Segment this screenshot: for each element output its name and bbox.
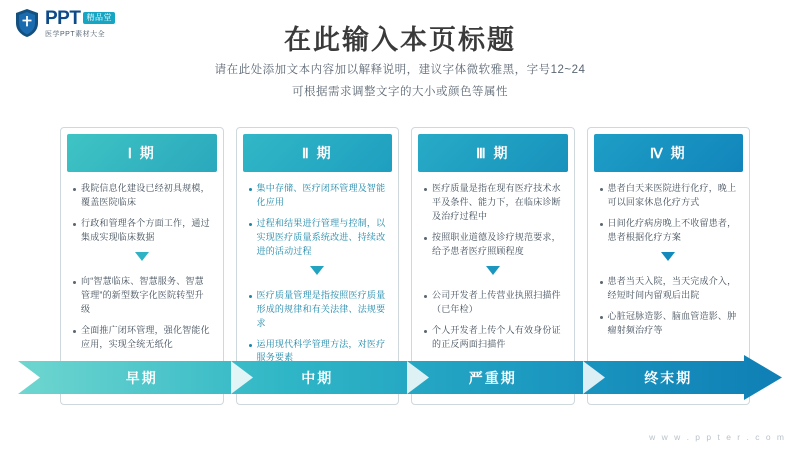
bullet-dot-icon bbox=[600, 281, 603, 284]
bullet-dot-icon bbox=[249, 295, 252, 298]
bullet-dot-icon bbox=[600, 316, 603, 319]
bullet-text: 集中存储、医疗闭环管理及智能化应用 bbox=[256, 183, 386, 207]
bullet-text: 患者白天来医院进行化疗，晚上可以回家休息化疗方式 bbox=[607, 183, 737, 207]
bullet-text: 公司开发者上传营业执照扫描件（已年检） bbox=[432, 289, 561, 314]
logo-badge: 精品堂 bbox=[83, 12, 115, 24]
stage-card-2-group-2 bbox=[237, 279, 399, 366]
bullet-text: 向“智慧临床、智慧服务、智慧管理”的新型数字化医院转型升级 bbox=[81, 275, 204, 314]
bullet-text: 医疗质量是指在现有医疗技术水平及条件、能力下，在临床诊断及治疗过程中 bbox=[432, 183, 561, 221]
bullet-dot-icon bbox=[73, 330, 76, 333]
stage-card-4-group-1 bbox=[588, 172, 750, 245]
stage-label-1[interactable]: 早期 bbox=[125, 369, 158, 386]
bullet-dot-icon bbox=[73, 188, 76, 191]
logo-subtitle: 医学PPT素材大全 bbox=[45, 30, 106, 38]
list-item bbox=[73, 275, 213, 317]
stage-card-4-group-2 bbox=[588, 265, 750, 338]
bullet-dot-icon bbox=[249, 223, 252, 226]
bullet-text: 日间化疗病房晚上不收留患者，患者根据化疗方案 bbox=[607, 217, 737, 242]
watermark: w w w . p p t e r . c o m bbox=[649, 432, 786, 442]
page-subtitle bbox=[0, 60, 800, 104]
bullet-text: 过程和结果进行管理与控制，以实现医疗质量系统改进、持续改进的活动过程 bbox=[256, 217, 386, 256]
list-item bbox=[73, 324, 213, 352]
list-item bbox=[249, 289, 389, 331]
list-item bbox=[73, 182, 213, 210]
bullet-text: 行政和管理各个方面工作，通过集成实现临床数据 bbox=[81, 217, 210, 242]
bullet-text: 我院信息化建设已经初具规模，覆盖医院临床 bbox=[81, 183, 210, 207]
stage-card-3-header: Ⅲ 期 bbox=[418, 134, 568, 172]
arrow-down-icon bbox=[135, 252, 149, 261]
bullet-dot-icon bbox=[424, 237, 427, 240]
list-item bbox=[249, 182, 389, 210]
bullet-text: 心脏冠脉造影、脑血管造影、肿瘤射频治疗等 bbox=[607, 310, 737, 335]
list-item bbox=[424, 182, 564, 224]
subtitle-line-2: 可根据需求调整文字的大小或颜色等属性 bbox=[292, 85, 508, 98]
list-item bbox=[424, 289, 564, 317]
bullet-dot-icon bbox=[73, 281, 76, 284]
stage-card-1-group-2 bbox=[61, 265, 223, 352]
stage-card-3-group-1 bbox=[412, 172, 574, 259]
logo-name: PPT bbox=[45, 7, 81, 29]
stage-card-1-group-1 bbox=[61, 172, 223, 245]
bullet-dot-icon bbox=[600, 223, 603, 226]
stage-label-4[interactable]: 终末期 bbox=[644, 369, 693, 386]
bullet-dot-icon bbox=[249, 188, 252, 191]
list-item bbox=[249, 217, 389, 259]
bullet-text: 患者当天入院，当天完成介入，经短时间内留观后出院 bbox=[607, 275, 737, 300]
bullet-dot-icon bbox=[424, 295, 427, 298]
list-item bbox=[600, 182, 740, 210]
page-title: 在此输入本页标题 bbox=[284, 25, 516, 55]
arrow-down-icon bbox=[310, 266, 324, 275]
bullet-dot-icon bbox=[73, 223, 76, 226]
bullet-text: 医疗质量管理是指按照医疗质量形成的规律和有关法律、法规要求 bbox=[256, 289, 386, 328]
list-item bbox=[73, 217, 213, 245]
arrow-down-icon bbox=[661, 252, 675, 261]
bullet-dot-icon bbox=[424, 330, 427, 333]
bullet-text: 全面推广闭环管理，强化智能化应用，实现全统无纸化 bbox=[81, 324, 210, 349]
stage-card-1-header: Ⅰ 期 bbox=[67, 134, 217, 172]
list-item bbox=[424, 324, 564, 352]
stage-labels bbox=[60, 355, 750, 400]
bullet-dot-icon bbox=[249, 344, 252, 347]
stage-label-3[interactable]: 严重期 bbox=[468, 369, 517, 386]
list-item bbox=[424, 231, 564, 259]
stage-card-2-group-1 bbox=[237, 172, 399, 259]
stage-card-3-group-2 bbox=[412, 279, 574, 352]
stage-card-4-header: Ⅳ 期 bbox=[594, 134, 744, 172]
stage-card-2-header: Ⅱ 期 bbox=[243, 134, 393, 172]
subtitle-line-1: 请在此处添加文本内容加以解释说明，建议字体微软雅黑，字号12~24 bbox=[214, 64, 586, 76]
bullet-dot-icon bbox=[600, 188, 603, 191]
bullet-text: 按照职业道德及诊疗规范要求，给予患者医疗照顾程度 bbox=[432, 231, 561, 256]
list-item bbox=[600, 217, 740, 245]
bullet-text: 个人开发者上传个人有效身份证的正反两面扫描件 bbox=[432, 324, 561, 349]
stage-label-2[interactable]: 中期 bbox=[301, 369, 334, 386]
arrow-down-icon bbox=[486, 266, 500, 275]
list-item bbox=[600, 275, 740, 303]
bullet-text: 运用现代科学管理方法，对医疗服务要素 bbox=[256, 338, 386, 363]
bullet-dot-icon bbox=[424, 188, 427, 191]
list-item bbox=[600, 310, 740, 338]
